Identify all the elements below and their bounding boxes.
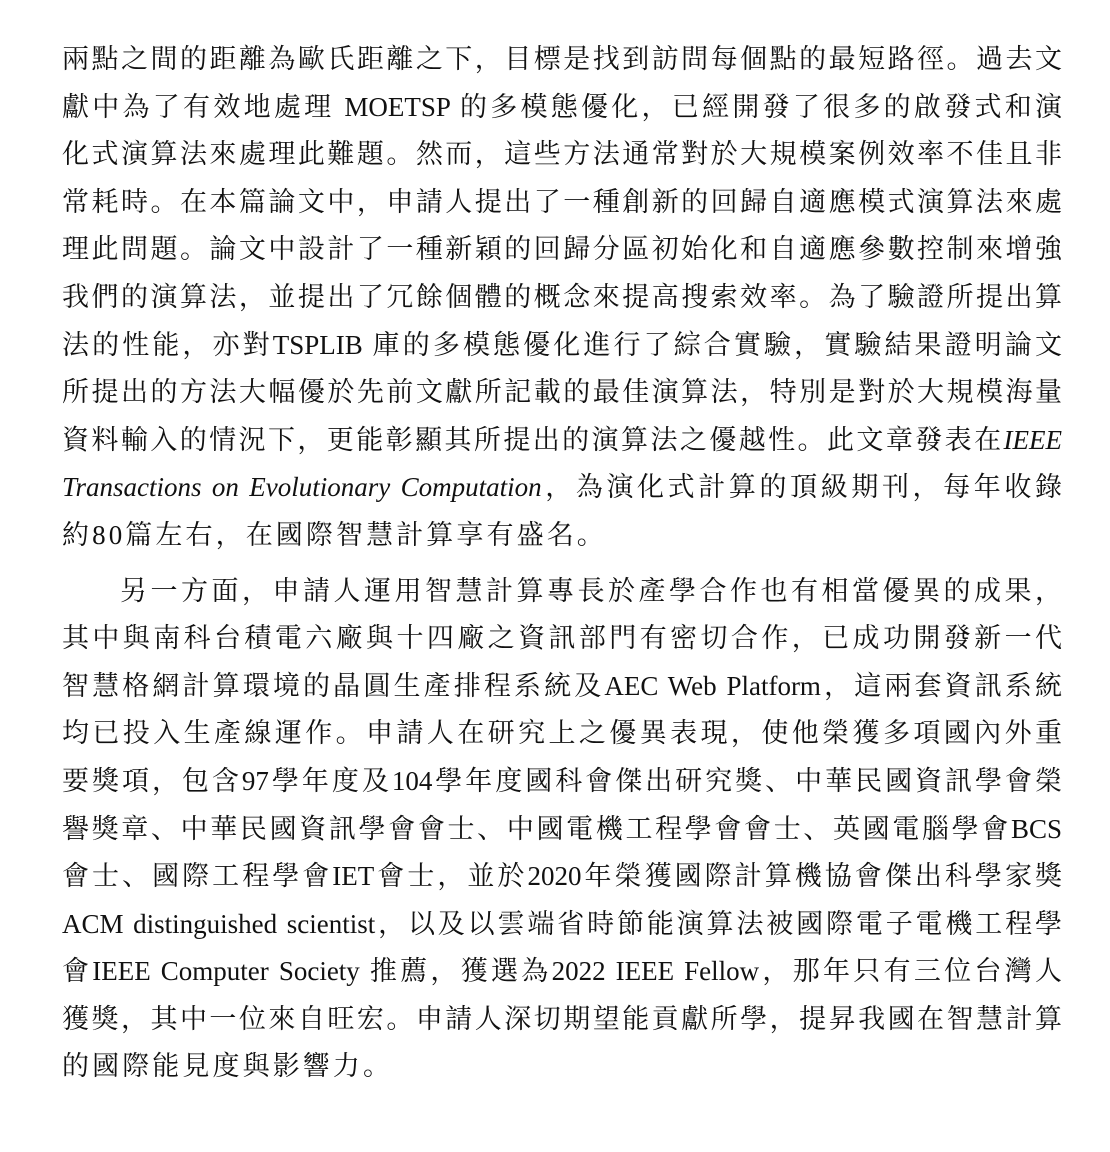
text-line: ACM distinguished scientist，以及以雲端省時節能演算法被國際電子電機工程學 — [62, 908, 1062, 939]
text-line: 我們的演算法，並提出了冗餘個體的概念來提高搜索效率。為了驗證所提出算 — [62, 281, 1062, 312]
journal-name: Transactions on Evolutionary Computation — [62, 472, 542, 503]
text-line: 約80篇左右，在國際智慧計算享有盛名。 — [62, 519, 607, 550]
text-segment: ，為演化式計算的頂級期刊，每年收錄 — [541, 472, 1062, 503]
text-line: 其中與南科台積電六廠與十四廠之資訊部門有密切合作，已成功開發新一代 — [62, 623, 1062, 654]
text-line — [62, 417, 1062, 465]
journal-name: IEEE — [1003, 424, 1062, 455]
text-line — [62, 464, 1062, 512]
text-line: 化式演算法來處理此難題。然而，這些方法通常對於大規模案例效率不佳且非 — [62, 139, 1062, 170]
text-line: 均已投入生產線運作。申請人在研究上之優異表現，使他榮獲多項國內外重 — [62, 718, 1062, 749]
text-line: 的國際能見度與影響力。 — [62, 1051, 394, 1082]
paragraph-2 — [62, 568, 1062, 1092]
text-line: 獻中為了有效地處理 MOETSP 的多模態優化，已經開發了很多的啟發式和演 — [62, 91, 1062, 122]
text-line: 會士、國際工程學會IET會士，並於2020年榮獲國際計算機協會傑出科學家獎 — [62, 861, 1062, 892]
text-segment: 資料輸入的情況下，更能彰顯其所提出的演算法之優越性。此文章發表在 — [62, 424, 1004, 455]
text-line: 所提出的方法大幅優於先前文獻所記載的最佳演算法，特別是對於大規模海量 — [62, 377, 1062, 408]
text-line: 另一方面，申請人運用智慧計算專長於產學合作也有相當優異的成果， — [120, 575, 1062, 606]
text-line: 理此問題。論文中設計了一種新穎的回歸分區初始化和自適應參數控制來增強 — [62, 234, 1062, 265]
text-line: 會IEEE Computer Society 推薦，獲選為2022 IEEE Fellow，那年只有三位台灣人 — [62, 956, 1062, 987]
document-page — [62, 36, 1062, 1091]
paragraph-1 — [62, 36, 1062, 560]
text-line: 要獎項，包含97學年度及104學年度國科會傑出研究獎、中華民國資訊學會榮 — [62, 765, 1062, 796]
text-line: 譽獎章、中華民國資訊學會會士、中國電機工程學會會士、英國電腦學會BCS — [62, 813, 1062, 844]
text-line: 獲獎，其中一位來自旺宏。申請人深切期望能貢獻所學，提昇我國在智慧計算 — [62, 1003, 1062, 1034]
text-line: 智慧格網計算環境的晶圓生產排程系統及AEC Web Platform，這兩套資訊系統 — [62, 670, 1062, 701]
text-line: 兩點之間的距離為歐氏距離之下，目標是找到訪問每個點的最短路徑。過去文 — [62, 44, 1062, 74]
text-line: 法的性能，亦對TSPLIB 庫的多模態優化進行了綜合實驗，實驗結果證明論文 — [62, 329, 1062, 360]
paragraph-gap — [62, 560, 1062, 568]
text-line: 常耗時。在本篇論文中，申請人提出了一種創新的回歸自適應模式演算法來處 — [62, 186, 1062, 217]
